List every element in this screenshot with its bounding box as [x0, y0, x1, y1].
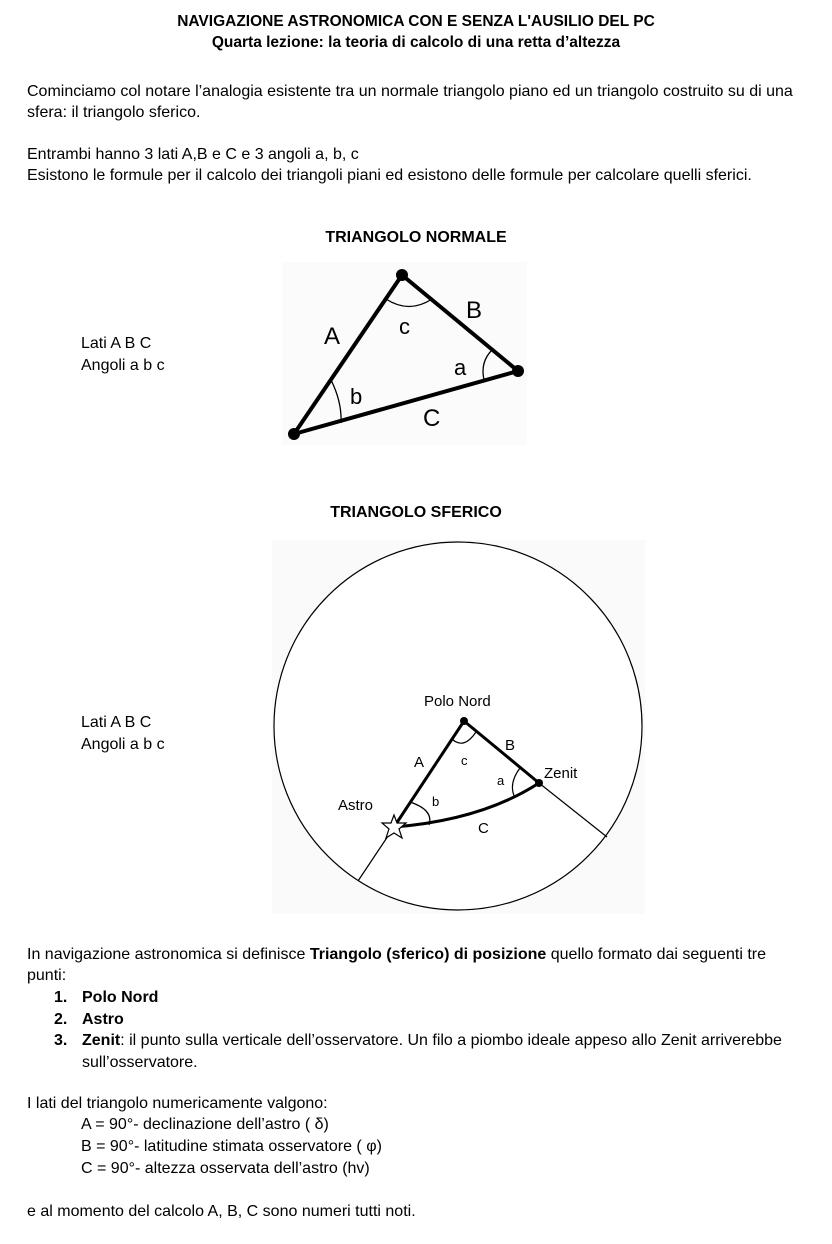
page-title: NAVIGAZIONE ASTRONOMICA CON E SENZA L'AUSILIO DEL PC	[177, 13, 655, 30]
list-item: 3. Zenit: il punto sulla verticale dell’osservatore. Un filo a piombo ideale appeso allo Zenit arriverebbe sull’osservatore.	[54, 1032, 782, 1071]
label-C: C	[478, 820, 489, 837]
vertex-left	[288, 428, 300, 440]
side-c-formula: C = 90°- altezza osservata dell’astro (hv)	[81, 1160, 370, 1177]
normal-triangle-heading: TRIANGOLO NORMALE	[325, 229, 507, 246]
vertex-top	[396, 269, 408, 281]
spherical-triangle-diagram	[272, 540, 645, 914]
side-a-formula: A = 90°- declinazione dell’astro ( δ)	[81, 1116, 329, 1133]
label-astro: Astro	[338, 797, 374, 814]
label-polo-nord: Polo Nord	[424, 693, 491, 710]
definition-bold: Triangolo (sferico) di posizione	[309, 946, 547, 963]
normal-sides-label: Lati A B C	[81, 335, 152, 352]
label-A: A	[414, 754, 425, 771]
definition-paragraph	[27, 945, 807, 986]
normal-angles-label: Angoli a b c	[81, 357, 165, 374]
page-subtitle: Quarta lezione: la teoria di calcolo di una retta d’altezza	[211, 34, 621, 51]
celestial-sphere	[274, 542, 642, 910]
north-pole-point	[460, 717, 468, 725]
side-b-formula: B = 90°- latitudine stimata osservatore ( φ)	[81, 1138, 382, 1155]
label-b: b	[432, 794, 440, 809]
list-item: 2. Astro	[54, 1010, 124, 1028]
vertex-right	[512, 365, 524, 377]
list-item: 1. Polo Nord	[54, 989, 159, 1006]
label-b: b	[350, 384, 363, 409]
para-formulas: Esistono le formule per il calcolo dei triangoli piani ed esistono delle formule per calcolare quelli sferici.	[27, 167, 752, 184]
para-lines: Entrambi hanno 3 lati A,B e C e 3 angoli a, b, c	[27, 146, 359, 163]
closing-paragraph: e al momento del calcolo A, B, C sono numeri tutti noti.	[27, 1203, 416, 1220]
definition-before: In navigazione astronomica si definisce	[27, 946, 310, 963]
definition-after: quello formato dai seguenti tre punti:	[27, 946, 766, 984]
sides-intro: I lati del triangolo numericamente valgono:	[27, 1095, 328, 1112]
label-B: B	[505, 737, 516, 754]
zenith-point	[535, 779, 543, 787]
intro-paragraph: Cominciamo col notare l’analogia esistente tra un normale triangolo piano ed un triangolo costruito su di una sfera: il triangolo sferico.	[27, 83, 793, 121]
spherical-angles-label: Angoli a b c	[81, 736, 165, 753]
normal-triangle-diagram	[282, 262, 527, 445]
label-c: c	[461, 753, 468, 768]
spherical-triangle-heading: TRIANGOLO SFERICO	[330, 504, 502, 521]
spherical-sides-label: Lati A B C	[81, 714, 152, 731]
label-zenit: Zenit	[544, 765, 578, 782]
points-list	[54, 987, 806, 1073]
label-a: a	[454, 355, 467, 380]
label-a: a	[497, 773, 505, 788]
label-c: c	[399, 314, 410, 339]
label-C: C	[423, 405, 441, 432]
label-A: A	[324, 323, 341, 350]
label-B: B	[466, 297, 483, 324]
